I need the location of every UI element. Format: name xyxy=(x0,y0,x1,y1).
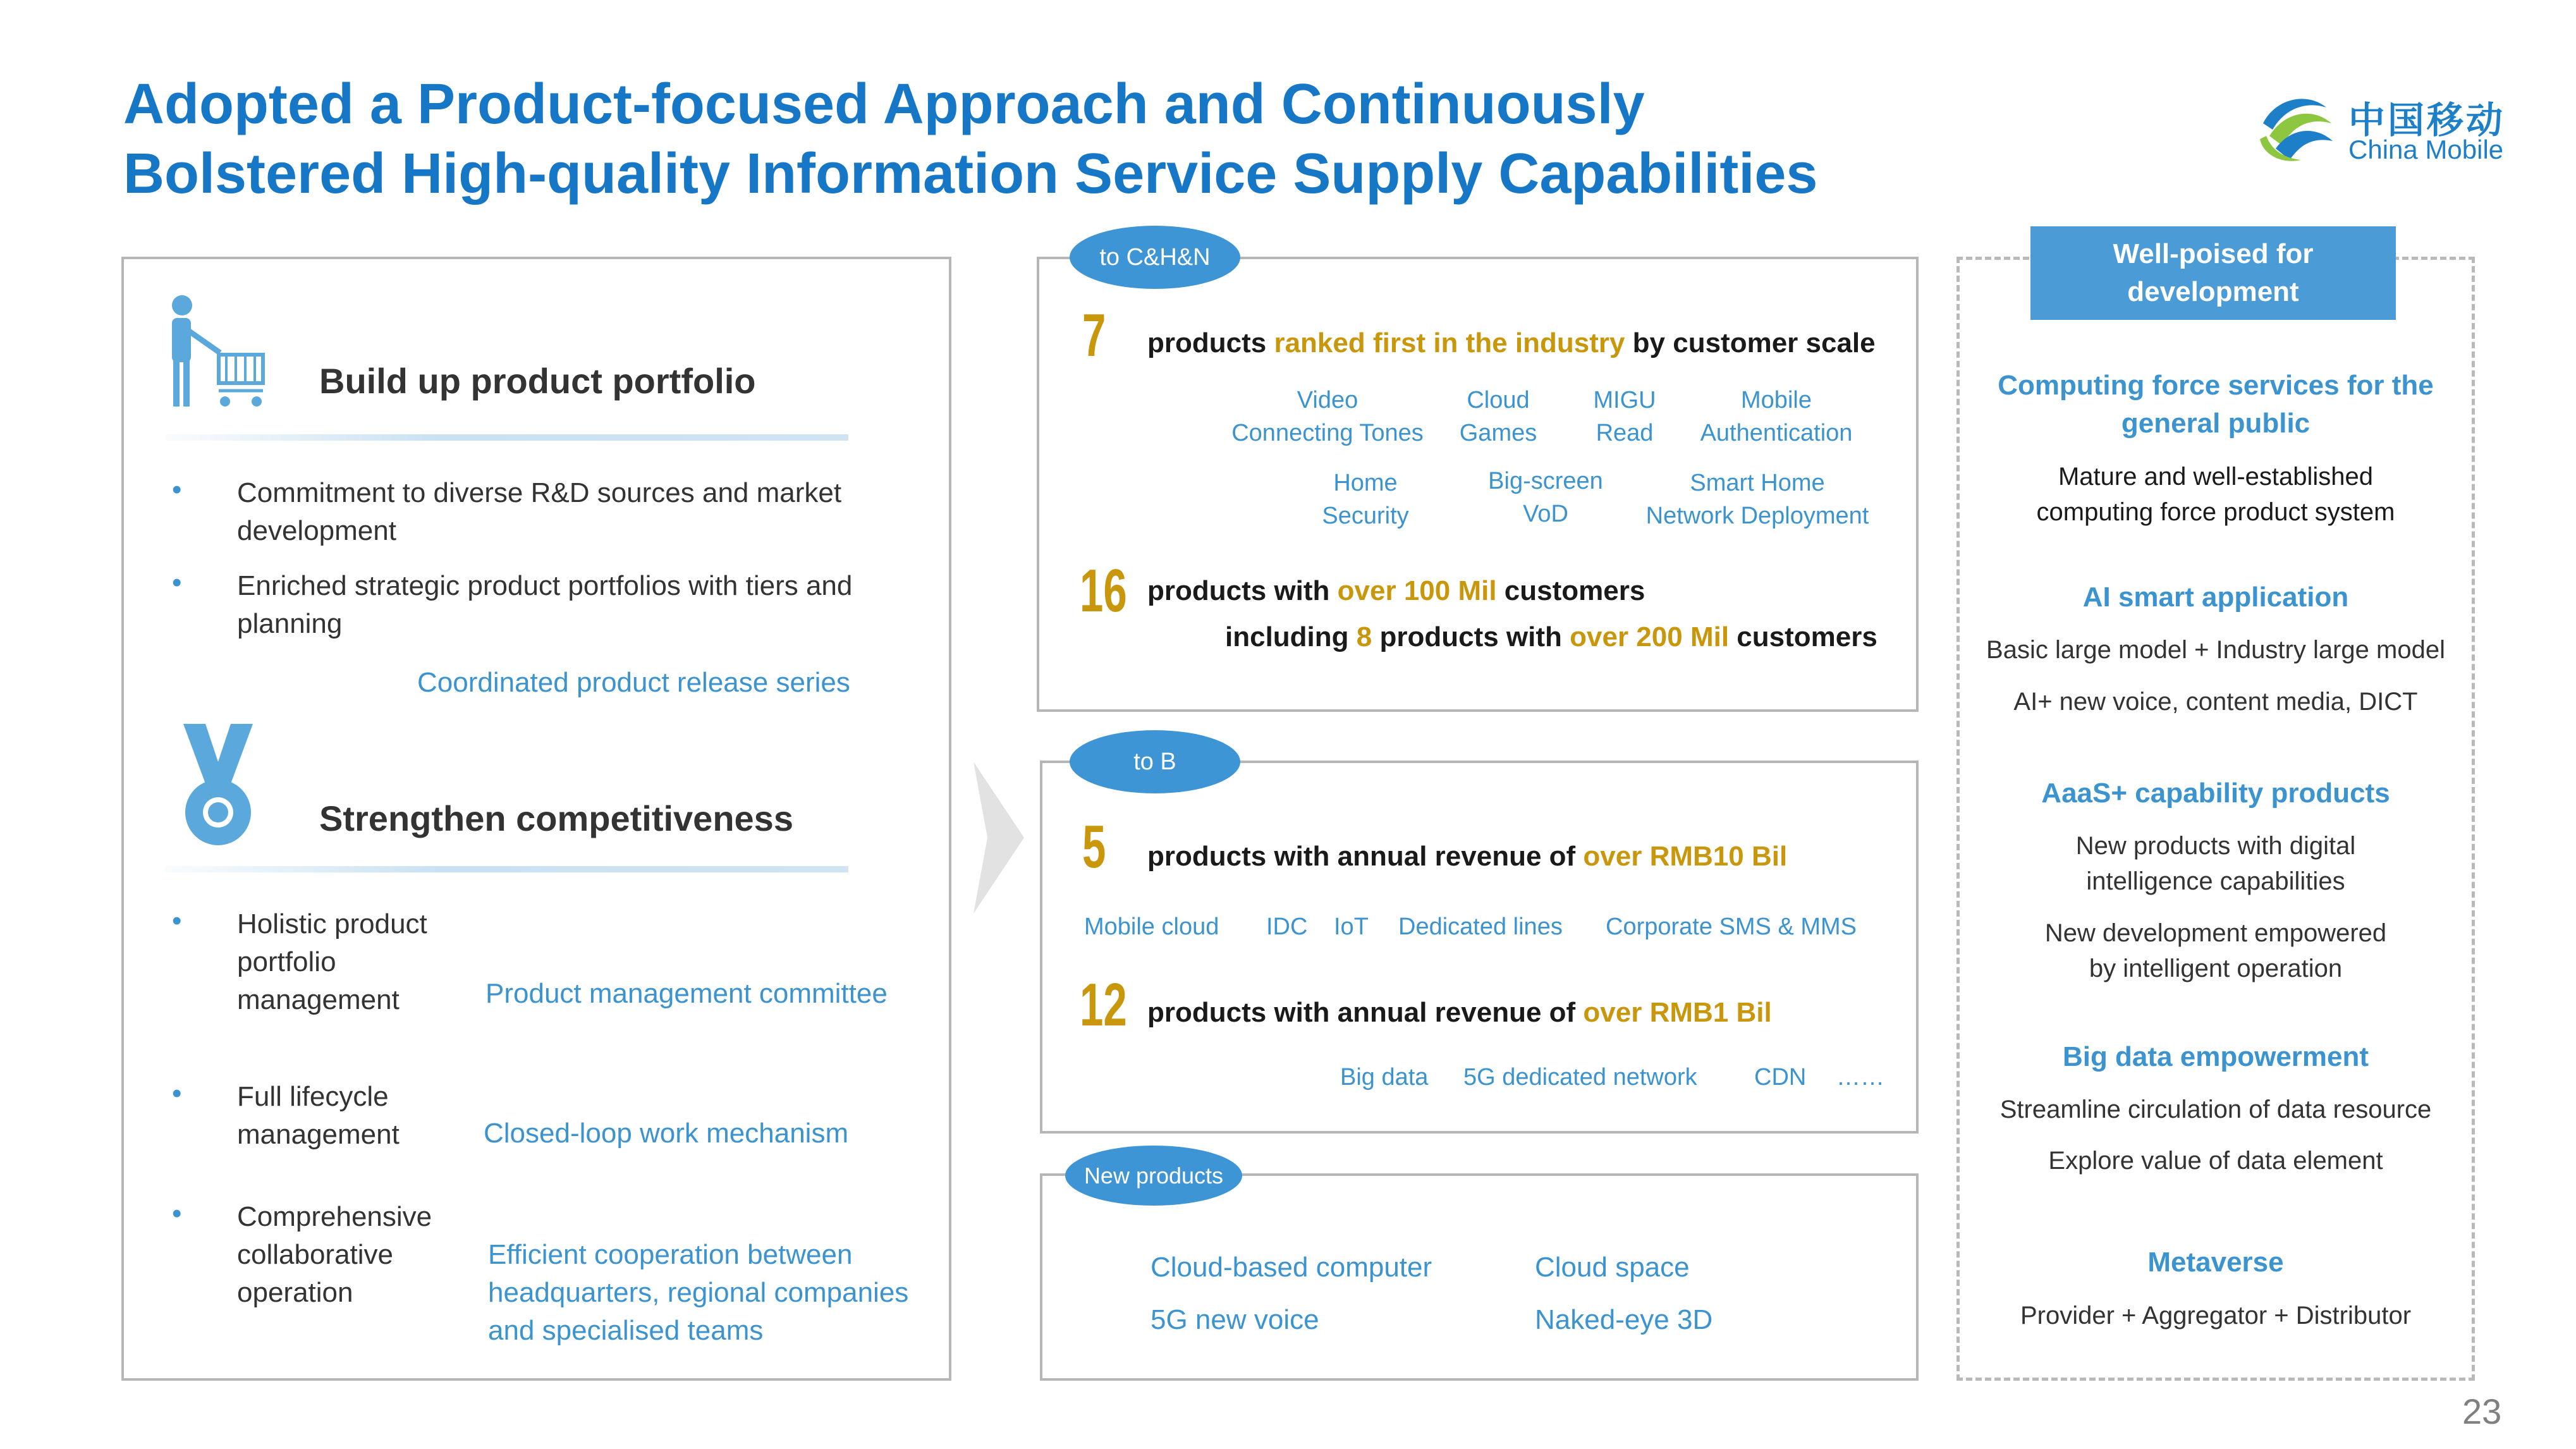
portfolio-note: Coordinated product release series xyxy=(417,667,850,698)
chn-line-2-a: products with xyxy=(1147,575,1338,606)
item-line: Smart Home xyxy=(1690,470,1825,496)
new-product-item: Cloud space xyxy=(1535,1252,1690,1283)
b-item: CDN xyxy=(1754,1064,1807,1091)
right-section-title: Metaverse xyxy=(2147,1247,2284,1278)
right-section-title: AI smart application xyxy=(2082,582,2349,613)
portfolio-bullet-2: Enriched strategic product portfolios with tiers and planning xyxy=(237,570,853,639)
portfolio-divider xyxy=(166,434,848,441)
item-line: Authentication xyxy=(1700,420,1853,446)
page-title xyxy=(123,70,1818,209)
chn-item-migu-read xyxy=(1561,384,1688,449)
china-mobile-logo-icon xyxy=(2250,85,2339,174)
chn-item-smart-home xyxy=(1631,467,1884,532)
chn-item-mobile-auth xyxy=(1675,384,1877,449)
competitiveness-row-1-label: Holistic product portfolio management xyxy=(237,908,427,1015)
page-number: 23 xyxy=(2462,1391,2502,1431)
item-line: VoD xyxy=(1523,501,1568,527)
bullet-dot: • xyxy=(172,905,182,936)
right-section-title: AaaS+ capability products xyxy=(2041,778,2390,809)
bullet-dot: • xyxy=(172,474,182,505)
medal-icon xyxy=(180,724,256,850)
new-product-item: Naked-eye 3D xyxy=(1535,1304,1713,1335)
item-line: Video xyxy=(1297,387,1358,413)
chn-item-cloud-games xyxy=(1435,384,1561,449)
chn-line-1-b: ranked first in the industry xyxy=(1274,327,1625,358)
logo-text-en: China Mobile xyxy=(2348,135,2504,164)
competitiveness-row-1-note: Product management committee xyxy=(485,978,888,1009)
chn-number-2: 16 xyxy=(1080,557,1127,625)
right-section-text: Basic large model + Industry large model xyxy=(1986,636,2445,664)
chn-number-1: 7 xyxy=(1082,302,1106,369)
logo-text-cn: 中国移动 xyxy=(2348,100,2506,141)
b-item: Corporate SMS & MMS xyxy=(1606,914,1857,940)
new-products-tag: New products xyxy=(1065,1146,1242,1206)
chn-line-3-a: including xyxy=(1225,621,1357,652)
bullet-dot: • xyxy=(172,1198,182,1229)
b-item: Big data xyxy=(1340,1064,1429,1091)
item-line: Big-screen xyxy=(1488,468,1603,494)
b-item: IDC xyxy=(1266,914,1308,940)
chn-line-1-a: products xyxy=(1147,327,1274,358)
chn-item-video xyxy=(1226,384,1429,449)
china-mobile-logo xyxy=(2250,85,2516,174)
right-section-title: Computing force services for the general public xyxy=(1998,370,2434,439)
right-section-text: Provider + Aggregator + Distributor xyxy=(2020,1302,2412,1330)
item-line: MIGU xyxy=(1593,387,1656,413)
right-section-text: New development empowered by intelligent operation xyxy=(2044,919,2387,982)
competitiveness-row-2-label: Full lifecycle management xyxy=(237,1081,400,1150)
chn-line-3 xyxy=(1225,621,1877,653)
competitiveness-row-3-label: Comprehensive collaborative operation xyxy=(237,1201,432,1308)
right-section-text: Streamline circulation of data resource xyxy=(1999,1096,2432,1123)
b-line-1-b: over RMB10 Bil xyxy=(1583,841,1788,872)
b-item: …… xyxy=(1836,1064,1884,1091)
bullet-dot: • xyxy=(172,1078,182,1109)
chn-line-2 xyxy=(1147,575,1645,607)
competitiveness-row-2-note: Closed-loop work mechanism xyxy=(484,1118,849,1149)
portfolio-heading: Build up product portfolio xyxy=(319,361,756,401)
chn-line-3-c: products with xyxy=(1372,621,1570,652)
right-section-title: Big data empowerment xyxy=(2062,1041,2369,1072)
chn-item-home-security xyxy=(1302,467,1429,532)
chn-line-1-c: by customer scale xyxy=(1625,327,1876,358)
chevron-right-arrow xyxy=(974,762,1024,914)
shopping-cart-icon xyxy=(163,293,277,413)
item-line: Read xyxy=(1596,420,1654,446)
competitiveness-row-3-note: Efficient cooperation between headquarters, regional companies and specialised teams xyxy=(488,1239,909,1346)
right-section-text: Mature and well-established computing force product system xyxy=(2036,463,2395,526)
new-product-item: Cloud-based computer xyxy=(1151,1252,1432,1283)
b-line-2 xyxy=(1147,997,1772,1029)
item-line: Network Deployment xyxy=(1645,503,1869,529)
item-line: Mobile xyxy=(1741,387,1812,413)
right-section-text: New products with digital intelligence capabilities xyxy=(2075,832,2356,895)
b-line-1-a: products with annual revenue of xyxy=(1147,841,1584,872)
new-product-item: 5G new voice xyxy=(1151,1304,1319,1335)
chn-line-2-b: over 100 Mil xyxy=(1337,575,1497,606)
b-tag: to B xyxy=(1070,730,1240,793)
item-line: Security xyxy=(1322,503,1409,529)
competitiveness-heading: Strengthen competitiveness xyxy=(319,798,793,838)
chn-line-1 xyxy=(1147,327,1876,359)
item-line: Home xyxy=(1333,470,1398,496)
right-section-text: AI+ new voice, content media, DICT xyxy=(2013,688,2418,716)
chn-line-3-d: over 200 Mil xyxy=(1570,621,1730,652)
item-line: Connecting Tones xyxy=(1231,420,1424,446)
b-item: IoT xyxy=(1334,914,1369,940)
right-section-text: Explore value of data element xyxy=(2048,1147,2383,1175)
b-number-2: 12 xyxy=(1080,971,1127,1039)
chn-line-2-c: customers xyxy=(1496,575,1645,606)
b-line-2-b: over RMB1 Bil xyxy=(1583,997,1772,1028)
chn-line-3-e: customers xyxy=(1729,621,1877,652)
b-item: Dedicated lines xyxy=(1398,914,1563,940)
chn-item-big-screen-vod xyxy=(1467,465,1625,530)
chn-tag: to C&H&N xyxy=(1070,226,1240,289)
item-line: Games xyxy=(1459,420,1537,446)
bullet-dot: • xyxy=(172,567,182,598)
b-line-2-a: products with annual revenue of xyxy=(1147,997,1584,1028)
portfolio-bullet-1: Commitment to diverse R&D sources and market development xyxy=(237,477,842,546)
title-line-1: Adopted a Product-focused Approach and Continuously xyxy=(123,73,1645,136)
b-item: 5G dedicated network xyxy=(1463,1064,1697,1091)
b-item: Mobile cloud xyxy=(1084,914,1219,940)
b-number-1: 5 xyxy=(1082,813,1106,881)
right-panel-header: Well-poised for development xyxy=(2030,226,2396,320)
b-line-1 xyxy=(1147,841,1787,872)
title-line-2: Bolstered High-quality Information Service Supply Capabilities xyxy=(123,142,1818,205)
item-line: Cloud xyxy=(1467,387,1530,413)
competitiveness-divider xyxy=(166,866,848,872)
chn-line-3-b: 8 xyxy=(1356,621,1372,652)
